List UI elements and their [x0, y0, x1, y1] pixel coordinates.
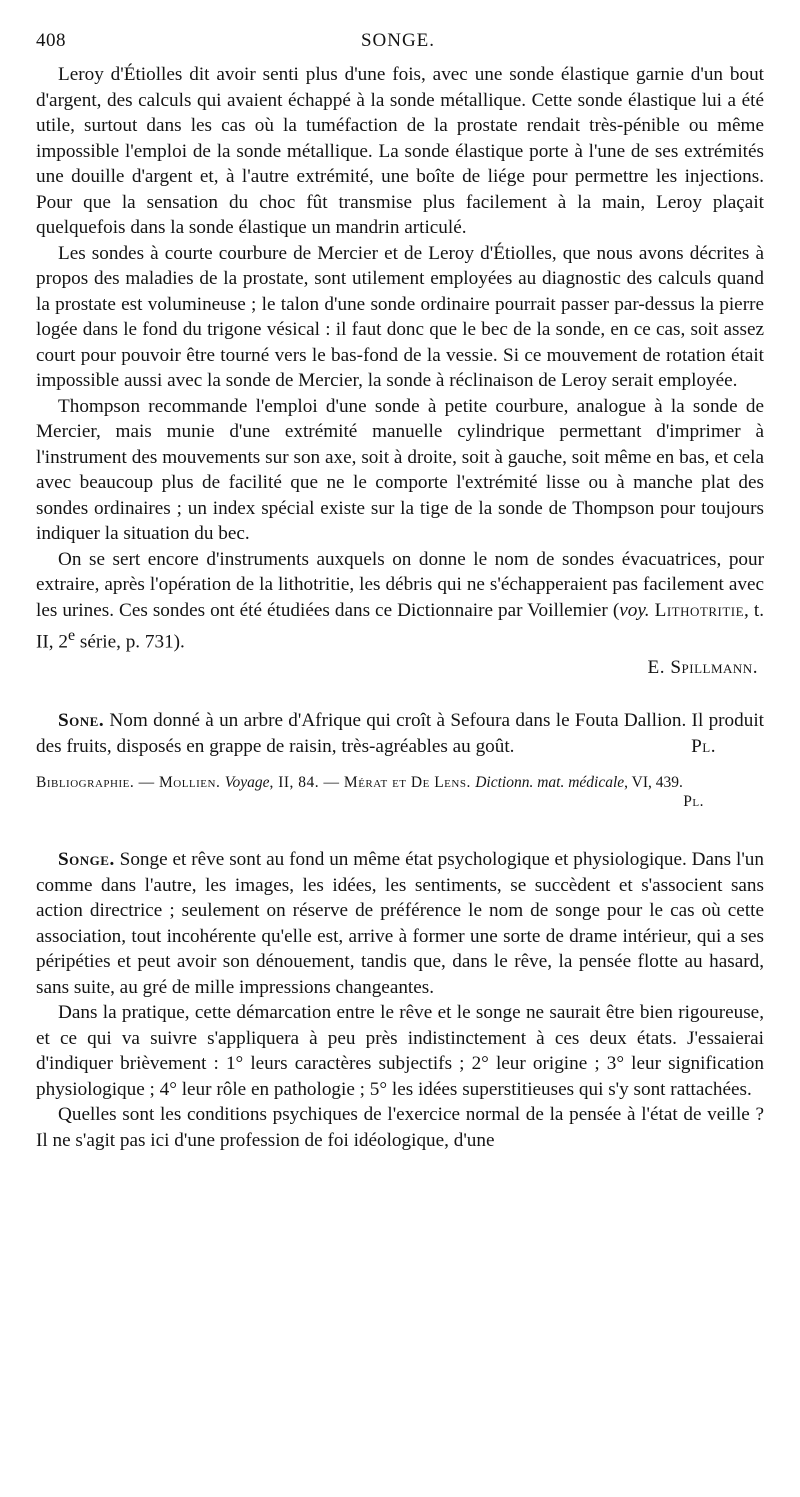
- sonde-paragraph-2: Les sondes à courte courbure de Mercier et de Leroy d'Étiolles, que nous avons décrites à propos des maladies de la prostate, sont utilement employées au diagnostic des calculs quand la prostate est volumineuse ; le talon d'une sonde ordinaire pourrait passer par-dessus la pierre logée dans le fond du trigone vésical : il faut donc que le bec de la sonde, en ce cas, soit assez court pour pouvoir être tourné vers le bas-fond de la vessie. Si ce mouvement de rotation était impossible aussi avec la sonde de Mercier, la sonde à réclinaison de Leroy serait employée.: [36, 242, 764, 391]
- songe-headword: Songe.: [58, 849, 115, 871]
- songe-paragraph-1: [36, 847, 764, 1000]
- songe-paragraph-3: Quelles sont les conditions psychiques de l'exercice normal de la pensée à l'état de veille ? Il ne s'agit pas ici d'une profession de foi idéologique, d'une: [36, 1104, 764, 1151]
- page-number: 408: [36, 30, 66, 51]
- bib-part-1: — Mollien.: [134, 774, 225, 792]
- sone-bibliography: [36, 773, 764, 811]
- sone-author: Pl.: [691, 735, 716, 757]
- sonde-p4-sup: e: [67, 627, 76, 644]
- bib-part-3: , VI, 439.: [624, 774, 683, 792]
- sonde-p4-text-c: série, p. 731).: [75, 631, 185, 653]
- sonde-p4-text-b: , t. II, 2: [36, 599, 764, 653]
- sonde-paragraph-4: [36, 547, 764, 655]
- sonde-p4-text-a: On se sert encore d'instruments auxquels on donne le nom de sondes évacuatrices, pour extraire, après l'opération de la lithotritie, les débris qui ne s'échapperaient pas facilement avec les urines. Ces sondes ont été étudiées dans ce Dictionnaire par Voillemier (: [36, 548, 764, 621]
- bib-dictionn: Dictionn. mat. médicale: [475, 774, 625, 792]
- sonde-p4-voy: voy.: [619, 599, 650, 621]
- bib-author: Pl.: [683, 793, 704, 811]
- sone-headword: Sone.: [58, 710, 105, 732]
- bib-part-2: , II, 84. — Mérat et De Lens.: [269, 774, 476, 792]
- songe-p1-text: Songe et rêve sont au fond un même état psychologique et physiologique. Dans l'un comme dans l'autre, les images, les idées, les sentiments, se succèdent et s'associent sans action directrice ; seulement on réserve de préférence le nom de songe pour le cas où cette association, tout incohérente qu'elle est, arrive à former une sorte de drame intérieur, qui a ses péripéties et peut avoir son dénouement, tandis que, dans le rêve, la pensée flotte au hasard, sans suite, au gré de mille impressions changeantes.: [36, 849, 764, 998]
- songe-paragraph-2: Dans la pratique, cette démarcation entre le rêve et le songe ne saurait être bien rigoureuse, et ce qui va suivre s'appliquera à peu près indistinctement à ces deux états. J'essaierai d'indiquer brièvement : 1° leurs caractères subjectifs ; 2° leur origine ; 3° leur signification physiologique ; 4° leur rôle en pathologie ; 5° les idées superstitieuses qui s'y sont rattachées.: [36, 1002, 764, 1100]
- sonde-paragraph-3: Thompson recommande l'emploi d'une sonde à petite courbure, analogue à la sonde de Mercier, mais munie d'une extrémité manuelle cylindrique permettant d'imprimer à l'instrument des mouvements sur son axe, soit à droite, soit à gauche, soit même en bas, et cela avec beaucoup plus de facilité que ne le comporte l'extrémité lisse ou à manche plat des sondes ordinaires ; un index spécial existe sur la tige de la sonde de Thompson pour toujours indiquer la situation du bec.: [36, 395, 764, 544]
- page-body: [36, 62, 764, 1153]
- sonde-paragraph-1: Leroy d'Étiolles dit avoir senti plus d'une fois, avec une sonde élastique garnie d'un bout d'argent, des calculs qui avaient échappé à la sonde métallique. Cette sonde élastique lui a été utile, surtout dans les cas où la tuméfaction de la prostate rendait très-pénible ou même impossible l'emploi de la sonde métallique. La sonde élastique porte à l'une de ses extrémités une douille d'argent et, à l'autre extrémité, une boîte de liége pour permettre les injections. Pour que la sensation du choc fût transmise plus facilement à la main, Leroy plaçait quelquefois dans la sonde élastique un mandrin articulé.: [36, 64, 764, 238]
- running-title: SONGE.: [360, 30, 436, 51]
- sonde-p4-lithotritie: Lithotritie: [654, 599, 745, 621]
- bib-voyage: Voyage: [224, 774, 270, 792]
- signature-spillmann: E. Spillmann.: [647, 656, 758, 678]
- page-header: [36, 30, 760, 54]
- sone-text: Nom donné à un arbre d'Afrique qui croît à Sefoura dans le Fouta Dallion. Il produit des fruits, disposés en grappe de raisin, très-agréables au goût.: [36, 710, 764, 757]
- sone-entry: [36, 708, 764, 759]
- bibliography-label: Bibliographie.: [36, 774, 135, 792]
